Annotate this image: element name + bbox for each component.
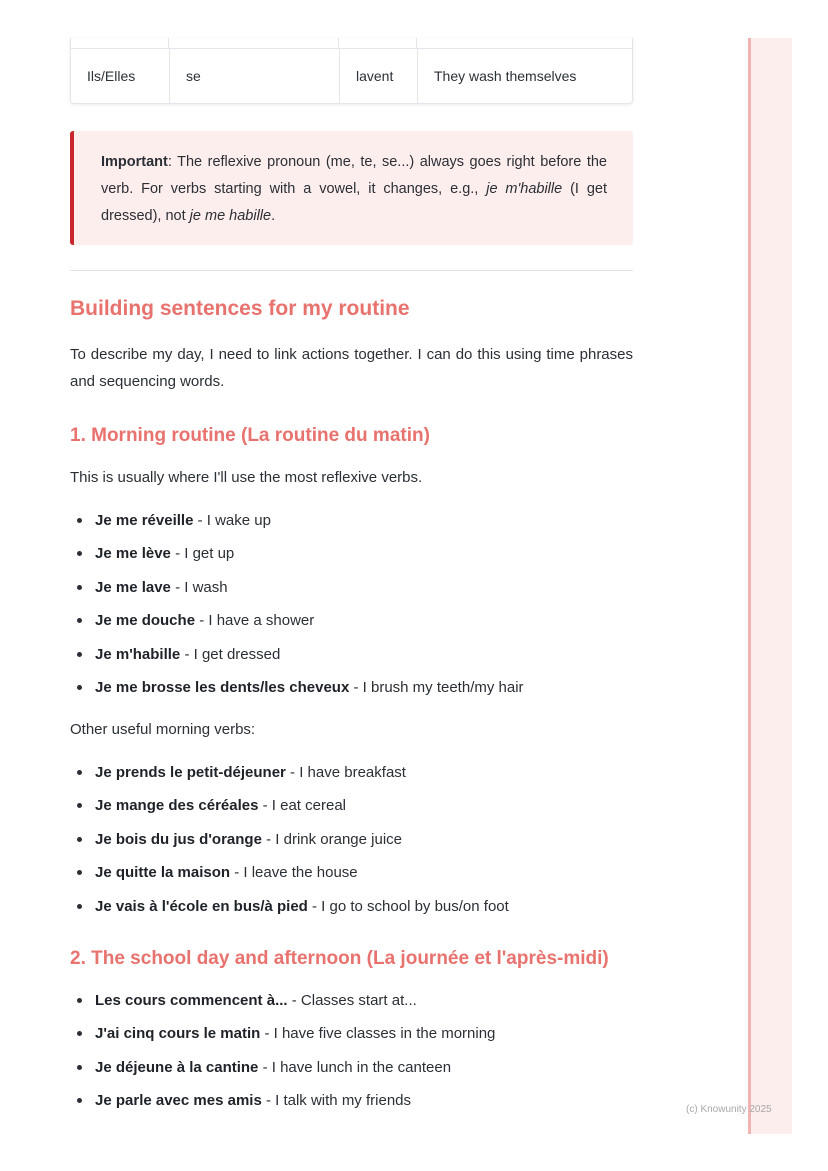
list-item: Je me douche - I have a shower	[70, 604, 633, 637]
morning-intro: This is usually where I'll use the most reflexive verbs.	[70, 469, 423, 486]
list-item: Je quitte la maison - I leave the house	[70, 856, 633, 889]
subsection-heading-school: 2. The school day and afternoon (La journée et l'après-midi)	[70, 948, 609, 969]
callout-text: .	[271, 208, 276, 224]
page-margin-strip	[748, 38, 792, 1134]
list-item: Je prends le petit-déjeuner - I have breakfast	[70, 756, 633, 789]
callout-label: Important	[101, 154, 168, 170]
callout-text: : The reflexive pronoun (me, te, se...) always goes right before the verb. For verbs starting with a vowel, it changes, e.g.,	[101, 154, 607, 197]
table-column-divider	[416, 38, 417, 48]
list-item: Je me brosse les dents/les cheveux - I brush my teeth/my hair	[70, 671, 633, 704]
list-item: Je m'habille - I get dressed	[70, 638, 633, 671]
list-item: Je vais à l'école en bus/à pied - I go to school by bus/on foot	[70, 890, 633, 923]
callout-example: je me habille	[189, 208, 272, 224]
morning-verb-list	[70, 504, 633, 704]
copyright-notice: (c) Knowunity 2025	[686, 1104, 772, 1115]
table-cell-verb: lavent	[339, 49, 417, 103]
other-morning-verb-list	[70, 756, 633, 923]
list-item: Les cours commencent à... - Classes start at...	[70, 984, 633, 1017]
section-divider	[70, 270, 633, 271]
subsection-heading-morning: 1. Morning routine (La routine du matin)	[70, 425, 430, 446]
table-cell-pronoun: se	[169, 49, 339, 103]
conjugation-table	[70, 38, 633, 104]
table-cell-subject: Ils/Elles	[87, 68, 136, 84]
list-item: Je mange des céréales - I eat cereal	[70, 789, 633, 822]
table-column-divider	[168, 38, 169, 48]
section-intro: To describe my day, I need to link actions together. I can do this using time phrases and sequencing words.	[70, 346, 633, 390]
table-column-divider	[338, 38, 339, 48]
table-row	[71, 49, 634, 103]
school-day-list	[70, 984, 633, 1118]
list-item: Je parle avec mes amis - I talk with my friends	[70, 1084, 633, 1117]
section-heading: Building sentences for my routine	[70, 297, 410, 320]
list-item: Je déjeune à la cantine - I have lunch in the canteen	[70, 1051, 633, 1084]
other-verbs-label: Other useful morning verbs:	[70, 721, 256, 738]
table-cell-translation: They wash themselves	[417, 49, 634, 103]
list-item: J'ai cinq cours le matin - I have five classes in the morning	[70, 1017, 633, 1050]
list-item: Je me réveille - I wake up	[70, 504, 633, 537]
important-callout	[70, 131, 633, 245]
callout-text: (I get dressed), not	[101, 181, 607, 224]
list-item: Je me lave - I wash	[70, 571, 633, 604]
list-item: Je bois du jus d'orange - I drink orange juice	[70, 823, 633, 856]
callout-example: je m'habille	[486, 181, 563, 197]
list-item: Je me lève - I get up	[70, 537, 633, 570]
